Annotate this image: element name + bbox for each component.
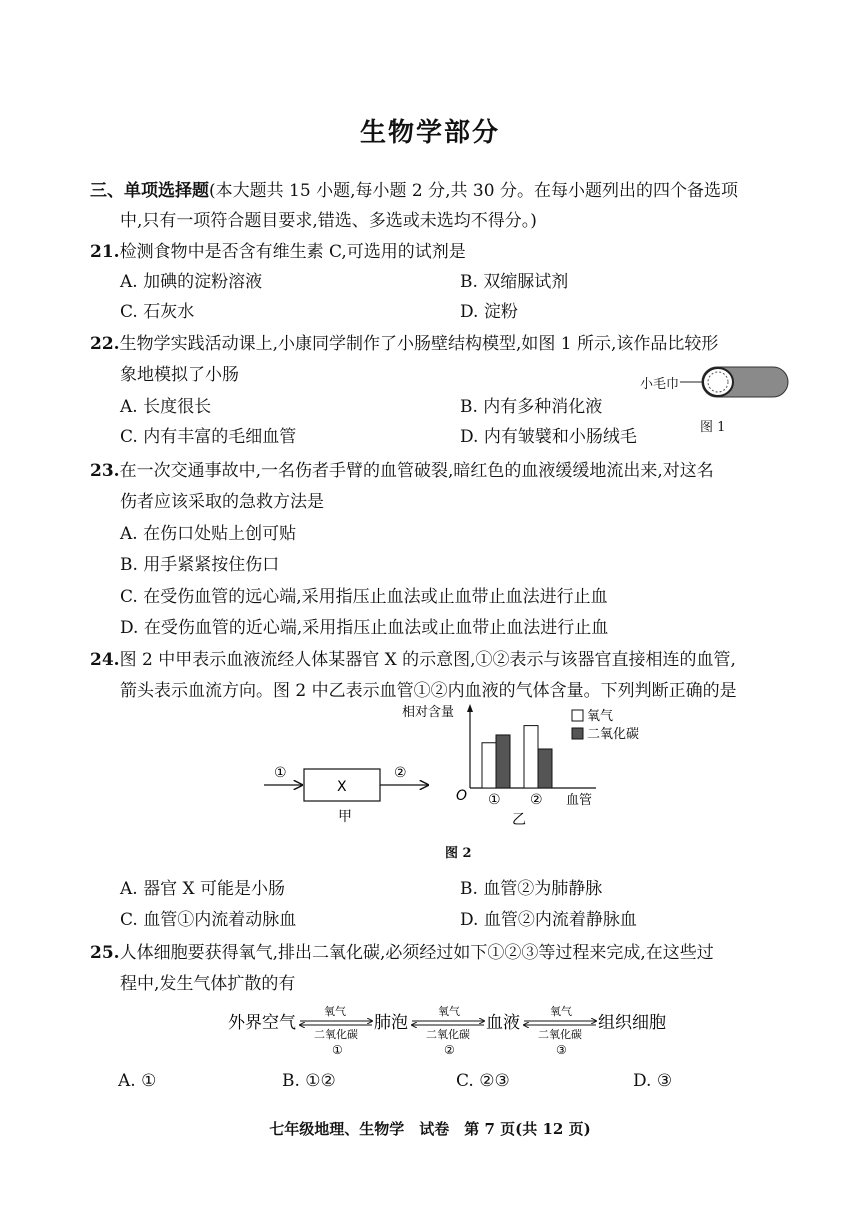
flow-co2-label-2: 二氧化碳 (426, 1028, 470, 1041)
flow-node-air: 外界空气 (228, 1013, 296, 1033)
q25-option-b: B. ①② (282, 1071, 336, 1091)
bar-co2-vessel-2 (538, 749, 552, 788)
q21-option-a: A. 加碘的淀粉溶液 (120, 272, 263, 292)
q24-option-b: B. 血管②为肺静脉 (460, 879, 603, 899)
q22-stem-2: 象地模拟了小肠 (120, 365, 239, 385)
section-heading: 三、单项选择题 (90, 181, 209, 201)
question-24 (90, 645, 736, 670)
flow-node-tissue-cells: 组织细胞 (598, 1013, 666, 1033)
q25-number: 25. (90, 943, 120, 963)
q22-option-d: D. 内有皱襞和小肠绒毛 (460, 427, 637, 447)
q23-option-d: D. 在受伤血管的近心端,采用指压止血法或止血带止血法进行止血 (120, 618, 609, 638)
q21-number: 21. (90, 242, 120, 262)
fig2-caption: 图 2 (445, 846, 472, 861)
q25-option-d: D. ③ (633, 1071, 673, 1091)
flow-co2-label-3: 二氧化碳 (538, 1028, 582, 1041)
fig2-gas-chart (400, 700, 640, 830)
question-21 (90, 237, 466, 262)
chart-y-arrow (467, 704, 473, 712)
q25-stem-2: 程中,发生气体扩散的有 (120, 974, 296, 994)
q21-option-c: C. 石灰水 (120, 302, 195, 322)
q21-option-d: D. 淀粉 (460, 302, 518, 322)
flow-node-alveoli: 肺泡 (374, 1013, 408, 1033)
q22-option-b: B. 内有多种消化液 (460, 397, 603, 417)
chart-origin: O (456, 788, 468, 804)
fig1-towel-label: 小毛巾 (640, 377, 680, 392)
legend-swatch (572, 728, 583, 739)
q23-stem-2: 伤者应该采取的急救方法是 (120, 492, 324, 512)
q21-option-b: B. 双缩脲试剂 (460, 272, 569, 292)
flow-oxygen-label-1: 氧气 (324, 1005, 346, 1018)
q25-option-c: C. ②③ (456, 1071, 510, 1091)
bar-co2-vessel-1 (496, 735, 510, 788)
q23-stem-1: 在一次交通事故中,一名伤者手臂的血管破裂,暗红色的血液缓缓地流出来,对这名 (119, 461, 714, 481)
flow-co2-label-1: 二氧化碳 (314, 1028, 358, 1041)
q21-stem: 检测食物中是否含有维生素 C,可选用的试剂是 (119, 242, 466, 262)
q23-number: 23. (90, 461, 120, 481)
question-22 (90, 329, 718, 354)
q23-option-b: B. 用手紧紧按住伤口 (120, 555, 280, 575)
section-intro-2: 中,只有一项符合题目要求,错选、多选或未选均不得分。) (120, 211, 537, 231)
chart-ylabel: 相对含量 (402, 705, 455, 720)
fig1-caption: 图 1 (700, 420, 726, 435)
question-25 (90, 938, 714, 963)
q22-option-c: C. 内有丰富的毛细血管 (120, 427, 297, 447)
q25-stem-1: 人体细胞要获得氧气,排出二氧化碳,必须经过如下①②③等过程来完成,在这些过 (119, 943, 714, 963)
fig2-jia-label: 甲 (338, 809, 352, 825)
q24-option-d: D. 血管②内流着静脉血 (460, 910, 637, 930)
q24-number: 24. (90, 650, 120, 670)
x-tick-label: ② (530, 792, 543, 808)
q22-stem-1: 生物学实践活动课上,小康同学制作了小肠壁结构模型,如图 1 所示,该作品比较形 (119, 334, 719, 354)
flow-oxygen-label-2: 氧气 (438, 1005, 460, 1018)
fig2-vessel-out-label: ② (394, 765, 407, 781)
legend-label: 二氧化碳 (587, 727, 640, 742)
page-title: 生物学部分 (359, 118, 500, 148)
section-intro-1: (本大题共 15 小题,每小题 2 分,共 30 分。在每小题列出的四个备选项 (209, 181, 738, 201)
flow-step-1: ① (332, 1043, 343, 1057)
flow-step-3: ③ (556, 1043, 567, 1057)
q25-flow-diagram (228, 1000, 688, 1064)
q25-option-a: A. ① (118, 1071, 157, 1091)
q22-number: 22. (90, 334, 120, 354)
chart-xlabel: 血管 (566, 793, 593, 808)
fig1-tube-illustration (680, 363, 795, 401)
bar-oxygen-vessel-2 (524, 726, 538, 788)
q24-stem-2: 箭头表示血流方向。图 2 中乙表示血管①②内血液的气体含量。下列判断正确的是 (120, 681, 737, 701)
flow-node-blood: 血液 (486, 1013, 520, 1033)
legend-label: 氧气 (587, 709, 614, 724)
q24-stem-1: 图 2 中甲表示血液流经人体某器官 X 的示意图,①②表示与该器官直接相连的血管, (119, 650, 736, 670)
flow-step-2: ② (444, 1043, 455, 1057)
q23-option-c: C. 在受伤血管的远心端,采用指压止血法或止血带止血法进行止血 (120, 587, 608, 607)
chart-yi-label: 乙 (512, 812, 526, 828)
q23-option-a: A. 在伤口处贴上创可贴 (120, 524, 297, 544)
q24-option-a: A. 器官 X 可能是小肠 (120, 879, 285, 899)
legend-swatch (572, 710, 583, 721)
section-intro-line-1 (90, 176, 738, 201)
flow-oxygen-label-3: 氧气 (550, 1005, 572, 1018)
page-footer: 七年级地理、生物学 试卷 第 7 页(共 12 页) (269, 1120, 591, 1138)
q22-option-a: A. 长度很长 (120, 397, 212, 417)
bar-oxygen-vessel-1 (482, 743, 496, 788)
fig2-vessel-in-label: ① (274, 765, 287, 781)
question-23 (90, 456, 714, 481)
fig2-organ-label: X (337, 779, 347, 795)
x-tick-label: ① (488, 792, 501, 808)
q24-option-c: C. 血管①内流着动脉血 (120, 910, 297, 930)
